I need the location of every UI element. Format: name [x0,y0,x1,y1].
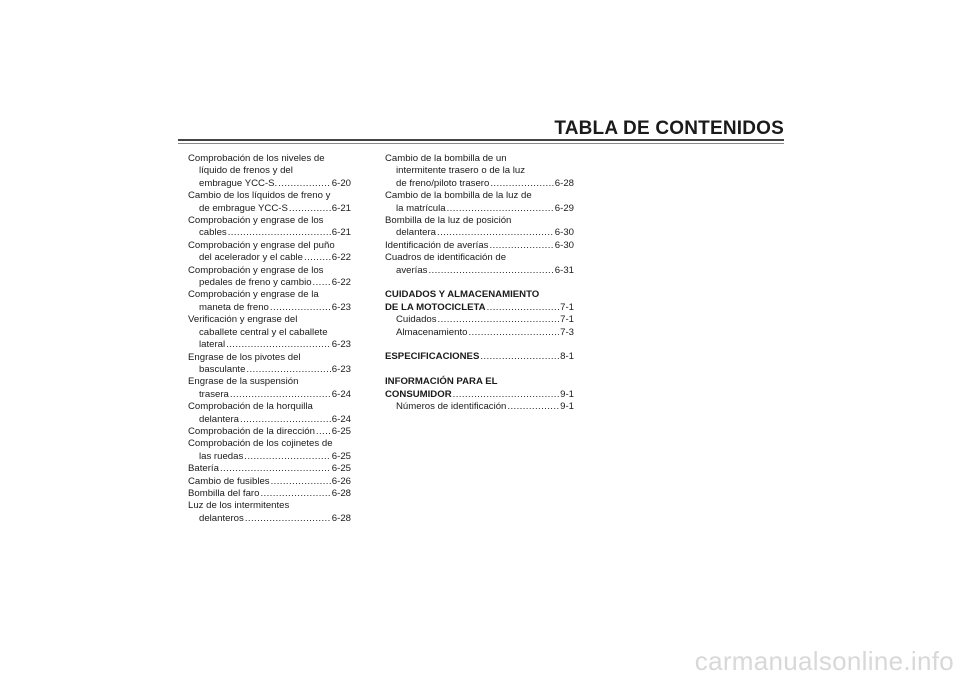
toc-page-number: 7-3 [560,326,574,338]
toc-page-number: 6-30 [554,239,574,251]
toc-entry-label: basculante [199,363,246,375]
toc-entry-text: Comprobación y engrase de los [188,215,324,227]
toc-entry-line [188,451,351,463]
toc-entry[interactable] [188,352,351,377]
toc-entry-line[interactable] [385,389,574,401]
toc-chapter-heading: CUIDADOS Y ALMACENAMIENTO [385,289,540,301]
toc-entry-label: de embrague YCC-S [199,202,288,214]
toc-page-number: 6-21 [331,227,351,239]
toc-leader-dots [507,401,559,413]
toc-sub-entry[interactable] [385,327,574,339]
toc-entry-label: embrague YCC-S. [199,177,278,189]
toc-entry-text: Comprobación y engrase de la [188,289,319,301]
toc-entry-text: Comprobación y engrase del puño [188,239,335,251]
toc-entry[interactable] [385,215,574,240]
toc-entry-line[interactable] [385,351,574,363]
toc-entry-text: Cambio de los líquidos de freno y [188,190,331,202]
toc-page-number: 6-28 [331,487,351,499]
toc-entry-line [188,513,351,525]
toc-page-number: 6-30 [554,227,574,239]
toc-page-number: 6-31 [554,264,574,276]
toc-page-number: 6-23 [331,301,351,313]
toc-entry-label: delantera [199,413,240,425]
header-rule-thick [178,139,784,141]
toc-leader-dots [428,265,553,277]
toc-entry[interactable] [385,190,574,215]
toc-page-number: 8-1 [560,351,574,363]
toc-entry-text: Comprobación de los cojinetes de [188,438,333,450]
toc-sub-entry[interactable] [385,314,574,326]
toc-entry[interactable] [188,289,351,314]
toc-entry-line [188,414,351,426]
toc-page-number: 9-1 [560,388,574,400]
toc-entry-label: pedales de freno y cambio [199,277,312,289]
toc-chapter-heading: INFORMACIÓN PARA EL [385,376,498,388]
toc-entry-label: ESPECIFICACIONES [385,351,480,363]
toc-chapter-7 [385,289,574,339]
toc-entry-text: Comprobación de los niveles de [188,153,325,164]
toc-entry-label: delantera [396,227,437,239]
toc-page-number: 6-20 [331,177,351,189]
toc-page-number: 6-25 [331,463,351,475]
toc-leader-dots [489,240,553,252]
toc-entry-line [188,463,351,475]
toc-entry-text: Comprobación y engrase de los [188,264,324,276]
toc-entry-line[interactable] [385,302,574,314]
toc-page-number: 6-25 [331,425,351,437]
toc-entry[interactable] [188,476,351,488]
toc-entry-line [188,364,351,376]
toc-entry-text: Engrase de la suspensión [188,376,299,388]
toc-leader-dots [480,351,559,363]
toc-leader-dots [271,476,331,488]
toc-entry-line [188,252,351,264]
toc-entry[interactable] [385,240,574,252]
toc-entry-line [188,476,351,488]
toc-entry-text: Engrase de los pivotes del [188,351,301,363]
toc-entry-text: Cambio de la bombilla de la luz de [385,190,532,202]
toc-leader-dots [438,314,560,326]
toc-right-column [385,153,574,413]
toc-sub-entry[interactable] [385,401,574,413]
toc-leader-dots [316,426,331,438]
toc-entry-text: Cambio de la bombilla de un [385,153,507,164]
toc-page-number: 6-22 [331,277,351,289]
toc-leader-dots [220,463,331,475]
toc-leader-dots [453,389,560,401]
toc-entry-line [188,339,351,351]
watermark: carmanualsonline.info [694,646,954,676]
toc-page-number: 6-26 [331,475,351,487]
toc-page-number: 6-24 [331,413,351,425]
toc-chapter-8 [385,351,574,363]
toc-entry[interactable] [385,252,574,277]
toc-entry[interactable] [188,190,351,215]
toc-entry-line [188,426,351,438]
toc-leader-dots [260,488,330,500]
toc-entry-line [188,389,351,401]
toc-entry[interactable] [188,240,351,265]
toc-entry-text: Verificación y engrase del [188,314,298,326]
toc-entry-line [188,227,351,239]
toc-entry-line [385,178,574,190]
toc-leader-dots [437,227,554,239]
toc-page-number: 6-23 [331,339,351,351]
toc-leader-dots [278,178,331,190]
toc-leader-dots [244,451,331,463]
toc-entry-label: lateral [199,339,226,351]
toc-leader-dots [487,302,560,314]
toc-leader-dots [226,339,331,351]
toc-leader-dots [304,252,331,264]
toc-entry[interactable] [188,314,351,351]
toc-entry[interactable] [188,215,351,240]
toc-leader-dots [230,389,331,401]
toc-entry[interactable] [385,153,574,190]
toc-entry-line [385,240,574,252]
toc-entry-text: líquido de frenos y del [199,165,293,177]
toc-entry-label: cables [199,227,227,239]
toc-entry-label: CONSUMIDOR [385,388,452,400]
toc-leader-dots [270,302,331,314]
toc-chapter-9 [385,376,574,413]
toc-entry-label: del acelerador y el cable [199,252,303,264]
toc-page-number: 6-24 [331,388,351,400]
toc-entry[interactable] [188,500,351,525]
toc-page-number: 6-23 [331,363,351,375]
toc-entry-text: Bombilla de la luz de posición [385,215,512,227]
toc-entry-label: de freno/piloto trasero [396,177,490,189]
toc-entry-line [188,277,351,289]
toc-entry[interactable] [188,426,351,438]
toc-entry-text: Comprobación de la horquilla [188,401,313,413]
header-rule-thin [178,143,784,144]
toc-entry-label: la matrícula [396,202,446,214]
toc-page-number: 7-1 [560,301,574,313]
toc-entry[interactable] [188,153,351,190]
toc-entry[interactable] [188,376,351,401]
toc-entry-line [188,203,351,215]
toc-leader-dots [228,227,331,239]
toc-entry-line [385,203,574,215]
toc-entry-line [188,302,351,314]
toc-left-column [188,153,351,525]
toc-entry-line [188,178,351,190]
toc-entry-label: Almacenamiento [396,326,468,338]
toc-entry-text: Luz de los intermitentes [188,500,290,512]
toc-right-items [385,153,574,277]
toc-entry-text: Cuadros de identificación de [385,252,507,264]
toc-entry-label: delanteros [199,512,244,524]
toc-entry-text: intermitente trasero o de la luz [396,165,526,177]
toc-entry-label: DE LA MOTOCICLETA [385,301,486,313]
toc-leader-dots [246,364,330,376]
toc-page-number: 6-28 [554,177,574,189]
toc-entry-label: Comprobación de la dirección [188,425,315,437]
toc-entry-text: caballete central y el caballete [199,326,328,338]
toc-entry-label: Identificación de averías [385,239,489,251]
toc-page-number: 6-21 [331,202,351,214]
toc-leader-dots [313,277,331,289]
toc-entry-label: las ruedas [199,450,244,462]
toc-entry-label: Batería [188,463,219,475]
toc-leader-dots [468,327,559,339]
toc-leader-dots [289,203,331,215]
toc-entry[interactable] [188,265,351,290]
toc-entry-label: trasera [199,388,229,400]
toc-entry[interactable] [188,463,351,475]
toc-page-number: 6-22 [331,252,351,264]
toc-entry-label: Cuidados [396,314,437,326]
toc-page-number: 6-29 [554,202,574,214]
toc-entry-label: Cambio de fusibles [188,475,270,487]
toc-entry-line [385,265,574,277]
toc-page-number: 6-28 [331,512,351,524]
toc-leader-dots [490,178,553,190]
toc-leader-dots [240,414,331,426]
toc-entry[interactable] [188,401,351,426]
toc-page-number: 7-1 [560,314,574,326]
toc-entry-label: Números de identificación [396,401,507,413]
toc-leader-dots [245,513,331,525]
toc-entry-label: maneta de freno [199,301,269,313]
toc-page-number: 9-1 [560,401,574,413]
toc-entry[interactable] [188,488,351,500]
toc-leader-dots [447,203,554,215]
toc-entry-line [188,488,351,500]
toc-entry-label: averías [396,264,428,276]
page-title: TABLA DE CONTENIDOS [554,118,784,139]
toc-entry-label: Bombilla del faro [188,487,260,499]
toc-entry[interactable] [188,438,351,463]
toc-entry-line [385,227,574,239]
toc-page-number: 6-25 [331,450,351,462]
